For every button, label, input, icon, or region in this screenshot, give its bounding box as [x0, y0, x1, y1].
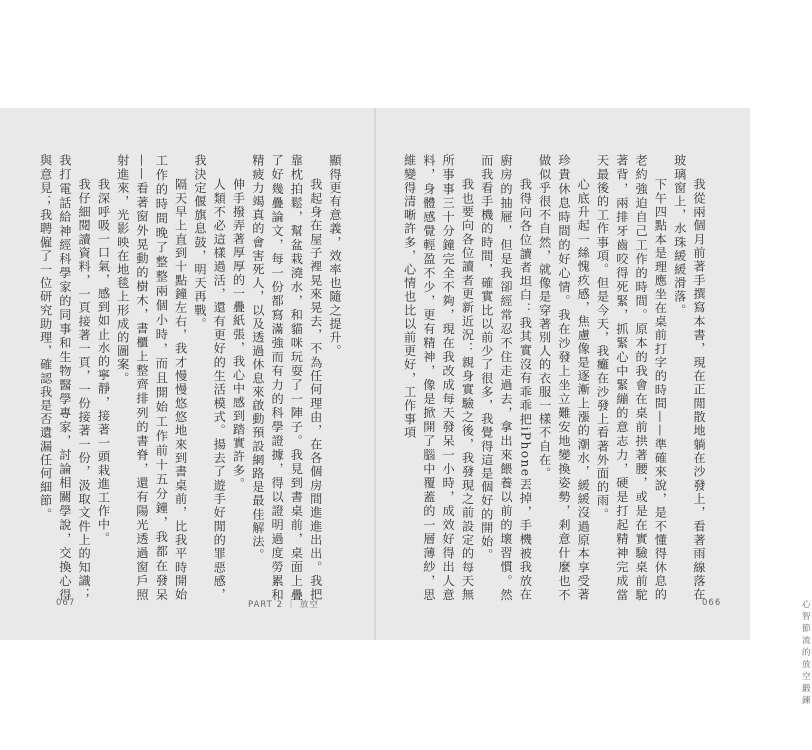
paragraph: 我也要向各位讀者更新近況：親身實驗之後，我發現之前設定的每天無所事事三十分鐘完全不夠，現在我改成每天發呆一小時，成效好得出人意料，身體感覺輕盈不少，更有精神，像是掀開了腦中覆蓋的一層薄紗，思維變得清晰許多，心情也比以前更好，工作事項 — [402, 154, 475, 602]
book-spread — [0, 108, 812, 706]
paragraph: 我得向各位讀者坦白：我其實沒有乖乖把iPhone丟掉，手機被我放在廚房的抽屜，但是我卻經常忍不住走過去，拿出來餵養以前的壞習慣。然而我看手機的時間，確實比以前少了很多，我覺得這是個好的開始。 — [479, 154, 533, 602]
paragraph: 顯得更有意義，效率也隨之提升。 — [328, 154, 342, 358]
left-page-body — [38, 154, 344, 602]
paragraph: 伸手撥弄著厚厚的一疊紙張，我心中感到踏實許多。 — [231, 178, 246, 492]
right-page — [376, 108, 812, 706]
paragraph: 下午四點本是理應坐在桌前打字的時間——準確來說，是不懂得休息的老約強迫自己工作的時間。原本的我會在桌前拱著腰，或是在實驗桌前駝著背，兩排牙齒咬得死緊，抓緊心中緊繃的意志力，硬是打起精神完成當天最後的工作事項。但是今天，我癱在沙發上看著外面的雨。 — [595, 154, 668, 602]
paragraph: 我仔細閱讀資料，一頁接著一頁，一份接著一份，汲取文件上的知識；我打電話給神經科學家的同事和生物醫學專家，討論相關學說，交換心得與意見；我聘僱了一位研究助理，確認我是否遺漏任何細節。 — [38, 154, 92, 602]
running-head: 心智節流的放空鍛鍊 — [802, 600, 812, 706]
running-head: PART 2 ｜ 放空 — [248, 600, 319, 610]
paragraph: 隔天早上直到十點鐘左右，我才慢慢悠悠地來到書桌前，比我平時開始工作的時間晚了整整兩個小時，而且開始工作前十五分鐘，我都在發呆——看著窗外晃動的樹木，書櫃上整齊排列的書脊，還有陽光透過窗戶照射進來，光影映在地毯上形成的圖案。 — [115, 154, 188, 602]
page-number: 067 — [56, 598, 76, 608]
right-page-body — [402, 154, 708, 602]
paragraph: 人類不必這樣過活，還有更好的生活模式。揚去了遊手好閒的罪惡感，我決定偃旗息鼓，明天再戰。 — [192, 154, 227, 602]
paragraph: 我起身在屋子裡晃來晃去，不為任何理由，在各個房間進進出出。我把靠枕拍鬆，幫盆栽澆水，和貓咪玩耍了一陣子。我見到書桌前，桌面上疊了好幾疊論文，每一份都寫滿強而有力的科學證據，得以證明過度勞累和精疲力竭真的會害死人，以及透過休息來啟動預設網路是最佳解法。 — [250, 154, 323, 602]
left-page — [0, 108, 374, 640]
paragraph: 心底升起一絲愧疚感，焦慮像是逐漸上漲的潮水，緩緩沒過原本享受著珍貴休息時間的好心情。我在沙發上坐立難安地變換姿勢，剎意什麼也不做似乎很不自然，就像是穿著別人的衣服一樣不自在。 — [537, 154, 591, 602]
paragraph: 我從兩個月前著手撰寫本書，現在正閒散地躺在沙發上，看著雨線落在玻璃窗上，水珠緩緩滑落。 — [672, 154, 706, 602]
page-number: 066 — [702, 598, 722, 608]
paragraph: 我深呼吸一口氣，感到如止水的寧靜，接著一頭栽進工作中。 — [96, 178, 111, 546]
